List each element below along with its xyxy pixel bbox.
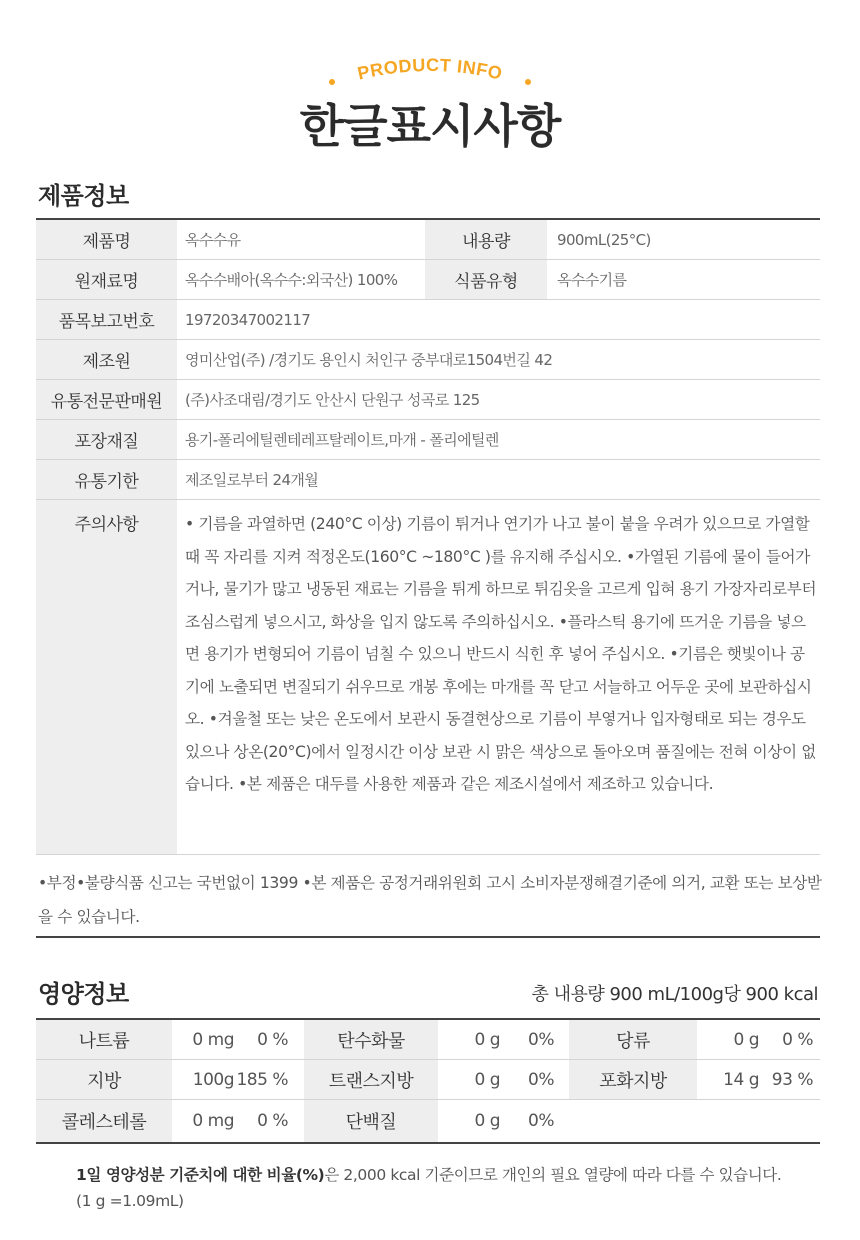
nutrient-name: 탄수화물 — [304, 1020, 438, 1059]
nutrient-percent: 0 % — [782, 1029, 813, 1050]
nutrient-name-empty — [569, 1100, 697, 1142]
nutrient-name: 콜레스테롤 — [36, 1100, 172, 1142]
nutrient-name: 지방 — [36, 1060, 172, 1099]
footnote-text: 은 2,000 kcal 기준이므로 개인의 필요 열량에 따라 다를 수 있습니다. — [324, 1166, 782, 1184]
nutrient-amount: 0 g — [474, 1069, 500, 1090]
product-section-title: 제품정보 — [38, 182, 129, 210]
table-row — [36, 260, 820, 300]
caution-label: 주의사항 — [36, 500, 177, 854]
row-label: 유통기한 — [36, 460, 177, 499]
nutrient-name: 포화지방 — [569, 1060, 697, 1099]
nutrient-amount: 0 g — [474, 1111, 500, 1131]
nutrient-percent: 185 % — [236, 1069, 288, 1090]
dot-left-icon — [329, 79, 335, 85]
table-row — [36, 340, 820, 380]
table-row — [36, 300, 820, 340]
caution-row — [36, 500, 820, 855]
table-row — [36, 1100, 820, 1142]
divider — [36, 936, 820, 938]
nutrient-percent: 93 % — [771, 1069, 813, 1090]
nutrition-footnote — [76, 1162, 816, 1214]
row-value: 옥수수기름 — [557, 271, 627, 289]
notice-text: •부정•불량식품 신고는 국번없이 1399 •본 제품은 공정거래위원회 고시 소비자분쟁해결기준에 의거, 교환 또는 보상받을 수 있습니다. — [38, 874, 822, 926]
row-value: (주)사조대림/경기도 안산시 단원구 성곡로 125 — [185, 391, 480, 409]
dot-right-icon — [525, 79, 531, 85]
nutrient-amount: 0 g — [474, 1029, 500, 1050]
nutrient-name: 트랜스지방 — [304, 1060, 438, 1099]
nutrient-percent: 0% — [528, 1111, 554, 1131]
nutrient-name: 당류 — [569, 1020, 697, 1059]
caution-text: • 기름을 과열하면 (240°C 이상) 기름이 튀거나 연기가 나고 불이 붙을 우려가 있으므로 가열할 때 꼭 자리를 지켜 적정온도(160°C ~180°C )를 유지해 주십시오. •가열된 기름에 물이 들어가거나, 물기가 많고 냉동된 재료는 기름을 튀게 하므로 튀김옷을 고르게 입혀 용기 가장자리로부터 조심스럽게 넣으시고, 화상을 입지 않도록 주의하십시오. •플라스틱 용기에 뜨거운 기름을 넣으면 용기가 변형되어 기름이 넘칠 수 있으니 반드시 식힌 후 넣어 주십시오. •기름은 햇빛이나 공기에 노출되면 변질되기 쉬우므로 개봉 후에는 마개를 꼭 닫고 서늘하고 어두운 곳에 보관하십시오. •겨울철 또는 낮은 온도에서 보관시 동결현상으로 기름이 부옇거나 입자형태로 되는 경우도 있으나 상온(20°C)에서 일정시간 이상 보관 시 맑은 색상으로 돌아오며 품질에는 전혀 이상이 없습니다. •본 제품은 대두를 사용한 제품과 같은 제조시설에서 제조하고 있습니다. — [185, 515, 817, 793]
nutrient-amount: 14 g — [723, 1069, 759, 1090]
product-info-table — [36, 218, 820, 855]
nutrition-table — [36, 1018, 820, 1144]
row-label: 품목보고번호 — [36, 300, 177, 339]
row-label: 제조원 — [36, 340, 177, 379]
table-row — [36, 460, 820, 500]
nutrition-total: 총 내용량 900 mL/100g당 900 kcal — [531, 984, 818, 1005]
product-info-text: PRODUCT INFO — [355, 54, 505, 84]
row-label: 포장재질 — [36, 420, 177, 459]
product-info-heading — [0, 52, 860, 92]
nutrient-name: 나트륨 — [36, 1020, 172, 1059]
row-label: 식품유형 — [425, 260, 547, 299]
row-label: 내용량 — [425, 220, 547, 259]
row-label: 유통전문판매원 — [36, 380, 177, 419]
nutrient-name: 단백질 — [304, 1100, 438, 1142]
row-value: 옥수수배아(옥수수:외국산) 100% — [185, 271, 398, 289]
row-label: 원재료명 — [36, 260, 177, 299]
row-value: 19720347002117 — [185, 310, 311, 329]
footnote-bold: 1일 영양성분 기준치에 대한 비율(%) — [76, 1166, 325, 1184]
row-label: 제품명 — [36, 220, 177, 259]
table-row — [36, 380, 820, 420]
nutrient-percent: 0% — [528, 1029, 554, 1050]
nutrient-percent: 0 % — [257, 1029, 288, 1050]
table-row — [36, 420, 820, 460]
table-row — [36, 1060, 820, 1100]
footnote-line2: (1 g =1.09mL) — [76, 1192, 184, 1210]
row-value: 900mL(25°C) — [557, 230, 651, 249]
nutrient-percent: 0% — [528, 1069, 554, 1090]
row-value: 제조일로부터 24개월 — [185, 471, 319, 489]
table-row — [36, 1020, 820, 1060]
nutrient-amount: 0 mg — [192, 1111, 234, 1131]
nutrient-amount: 100g — [192, 1069, 234, 1090]
page-title: 한글표시사항 — [299, 99, 561, 153]
table-row — [36, 220, 820, 260]
product-info-arc — [320, 52, 540, 92]
nutrient-amount: 0 mg — [192, 1029, 234, 1050]
svg-text:PRODUCT INFO — [356, 55, 505, 84]
row-value: 영미산업(주) /경기도 용인시 처인구 중부대로1504번길 42 — [185, 351, 553, 369]
nutrient-amount: 0 g — [733, 1029, 759, 1050]
row-value: 용기-폴리에틸렌테레프탈레이트,마개 - 폴리에틸렌 — [185, 431, 499, 449]
nutrient-percent: 0 % — [257, 1111, 288, 1131]
row-value: 옥수수유 — [185, 231, 241, 249]
nutrition-section-title: 영양정보 — [38, 980, 129, 1008]
